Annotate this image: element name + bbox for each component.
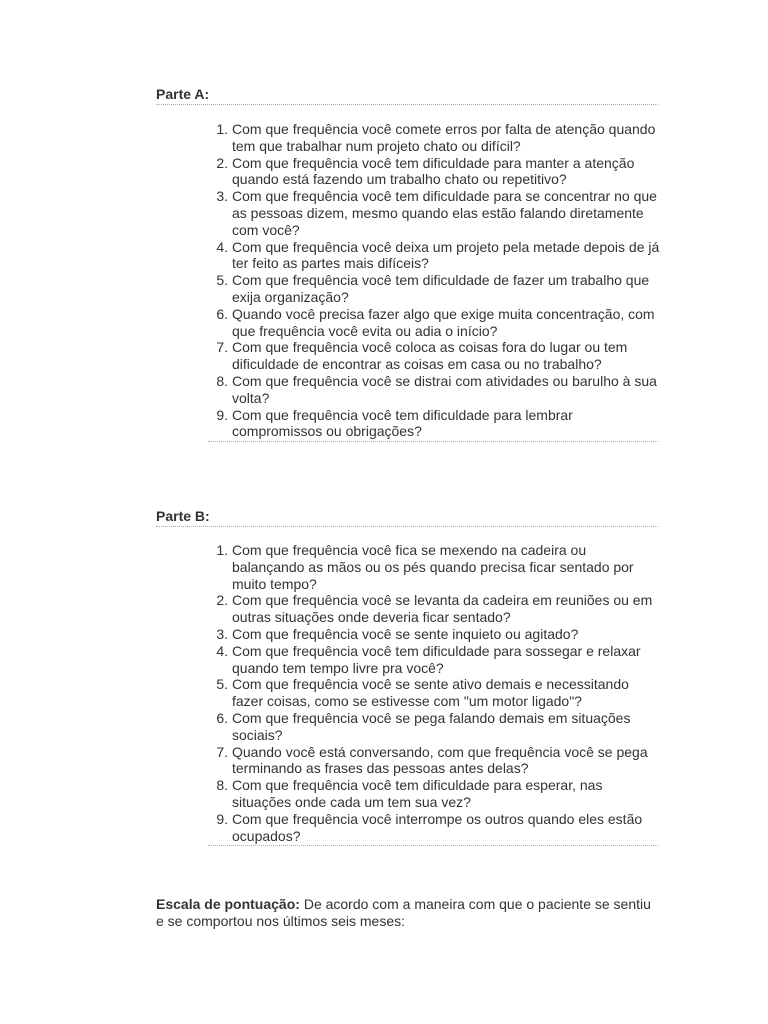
question-text: Com que frequência você coloca as coisas fora do lugar ou tem dificuldade de encontrar as coisas em casa ou no trabalho? bbox=[232, 339, 628, 373]
list-item bbox=[208, 777, 658, 811]
list-item bbox=[208, 407, 658, 441]
list-item bbox=[208, 592, 658, 626]
item-number: 2. bbox=[216, 592, 228, 609]
part-a-heading: Parte A: bbox=[156, 86, 658, 105]
item-number: 3. bbox=[216, 188, 228, 205]
list-item bbox=[208, 811, 658, 845]
list-item bbox=[208, 306, 658, 340]
question-text: Com que frequência você tem dificuldade para se concentrar no que as pessoas dizem, mesmo quando elas estão falando diretamente com você? bbox=[232, 188, 657, 238]
list-item bbox=[208, 373, 658, 407]
list-item bbox=[208, 339, 658, 373]
question-text: Com que frequência você comete erros por falta de atenção quando tem que trabalhar num projeto chato ou difícil? bbox=[232, 121, 656, 154]
question-text: Com que frequência você tem dificuldade para sossegar e relaxar quando tem tempo livre pra você? bbox=[232, 642, 641, 676]
list-item bbox=[208, 188, 658, 238]
item-number: 5. bbox=[216, 676, 228, 693]
list-item bbox=[208, 239, 658, 273]
list-item bbox=[208, 643, 658, 677]
question-text: Com que frequência você se sente ativo demais e necessitando fazer coisas, como se estivesse com "um motor ligado"? bbox=[232, 676, 629, 710]
question-text: Com que frequência você se sente inquieto ou agitado? bbox=[232, 625, 579, 642]
item-number: 3. bbox=[216, 625, 228, 642]
part-b-question-list bbox=[208, 542, 658, 846]
list-item bbox=[208, 676, 658, 710]
item-number: 1. bbox=[216, 121, 228, 137]
list-item bbox=[208, 744, 658, 778]
scoring-scale-text: De acordo com a maneira com que o paciente se sentiu e se comportou nos últimos seis meses: bbox=[156, 896, 651, 929]
item-number: 8. bbox=[216, 372, 228, 389]
item-number: 5. bbox=[216, 272, 228, 289]
question-text: Quando você precisa fazer algo que exige muita concentração, com que frequência você evita ou adia o início? bbox=[232, 305, 655, 339]
question-text: Com que frequência você se levanta da cadeira em reuniões ou em outras situações onde deveria ficar sentado? bbox=[232, 592, 653, 626]
item-number: 4. bbox=[216, 642, 228, 659]
question-text: Com que frequência você tem dificuldade para lembrar compromissos ou obrigações? bbox=[232, 406, 573, 440]
question-text: Com que frequência você se distrai com atividades ou barulho à sua volta? bbox=[232, 372, 657, 406]
list-item bbox=[208, 626, 658, 643]
item-number: 6. bbox=[216, 709, 228, 726]
item-number: 8. bbox=[216, 777, 228, 794]
scoring-scale-paragraph bbox=[156, 896, 662, 930]
item-number: 7. bbox=[216, 339, 228, 356]
list-item bbox=[208, 272, 658, 306]
question-text: Com que frequência você tem dificuldade para manter a atenção quando está fazendo um trabalho chato ou repetitivo? bbox=[232, 154, 635, 188]
item-number: 1. bbox=[216, 542, 228, 558]
question-text: Com que frequência você interrompe os outros quando eles estão ocupados? bbox=[232, 810, 643, 844]
part-a-question-list bbox=[208, 121, 658, 442]
question-text: Com que frequência você se pega falando demais em situações sociais? bbox=[232, 709, 631, 743]
list-item bbox=[208, 542, 658, 592]
scoring-scale-label: Escala de pontuação: bbox=[156, 896, 300, 912]
question-text: Com que frequência você deixa um projeto pela metade depois de já ter feito as partes mais difíceis? bbox=[232, 238, 660, 272]
item-number: 9. bbox=[216, 810, 228, 827]
question-text: Com que frequência você tem dificuldade para esperar, nas situações onde cada um tem sua vez? bbox=[232, 777, 603, 810]
item-number: 7. bbox=[216, 743, 228, 760]
part-b-heading: Parte B: bbox=[156, 508, 658, 527]
item-number: 6. bbox=[216, 305, 228, 322]
list-item bbox=[208, 121, 658, 155]
item-number: 2. bbox=[216, 154, 228, 171]
list-item bbox=[208, 155, 658, 189]
question-text: Com que frequência você fica se mexendo na cadeira ou balançando as mãos ou os pés quando precisa ficar sentado por muito tempo? bbox=[232, 542, 634, 592]
item-number: 9. bbox=[216, 406, 228, 423]
question-text: Com que frequência você tem dificuldade de fazer um trabalho que exija organização? bbox=[232, 272, 650, 305]
question-text: Quando você está conversando, com que frequência você se pega terminando as frases das pessoas antes delas? bbox=[232, 743, 648, 777]
list-item bbox=[208, 710, 658, 744]
item-number: 4. bbox=[216, 238, 228, 255]
